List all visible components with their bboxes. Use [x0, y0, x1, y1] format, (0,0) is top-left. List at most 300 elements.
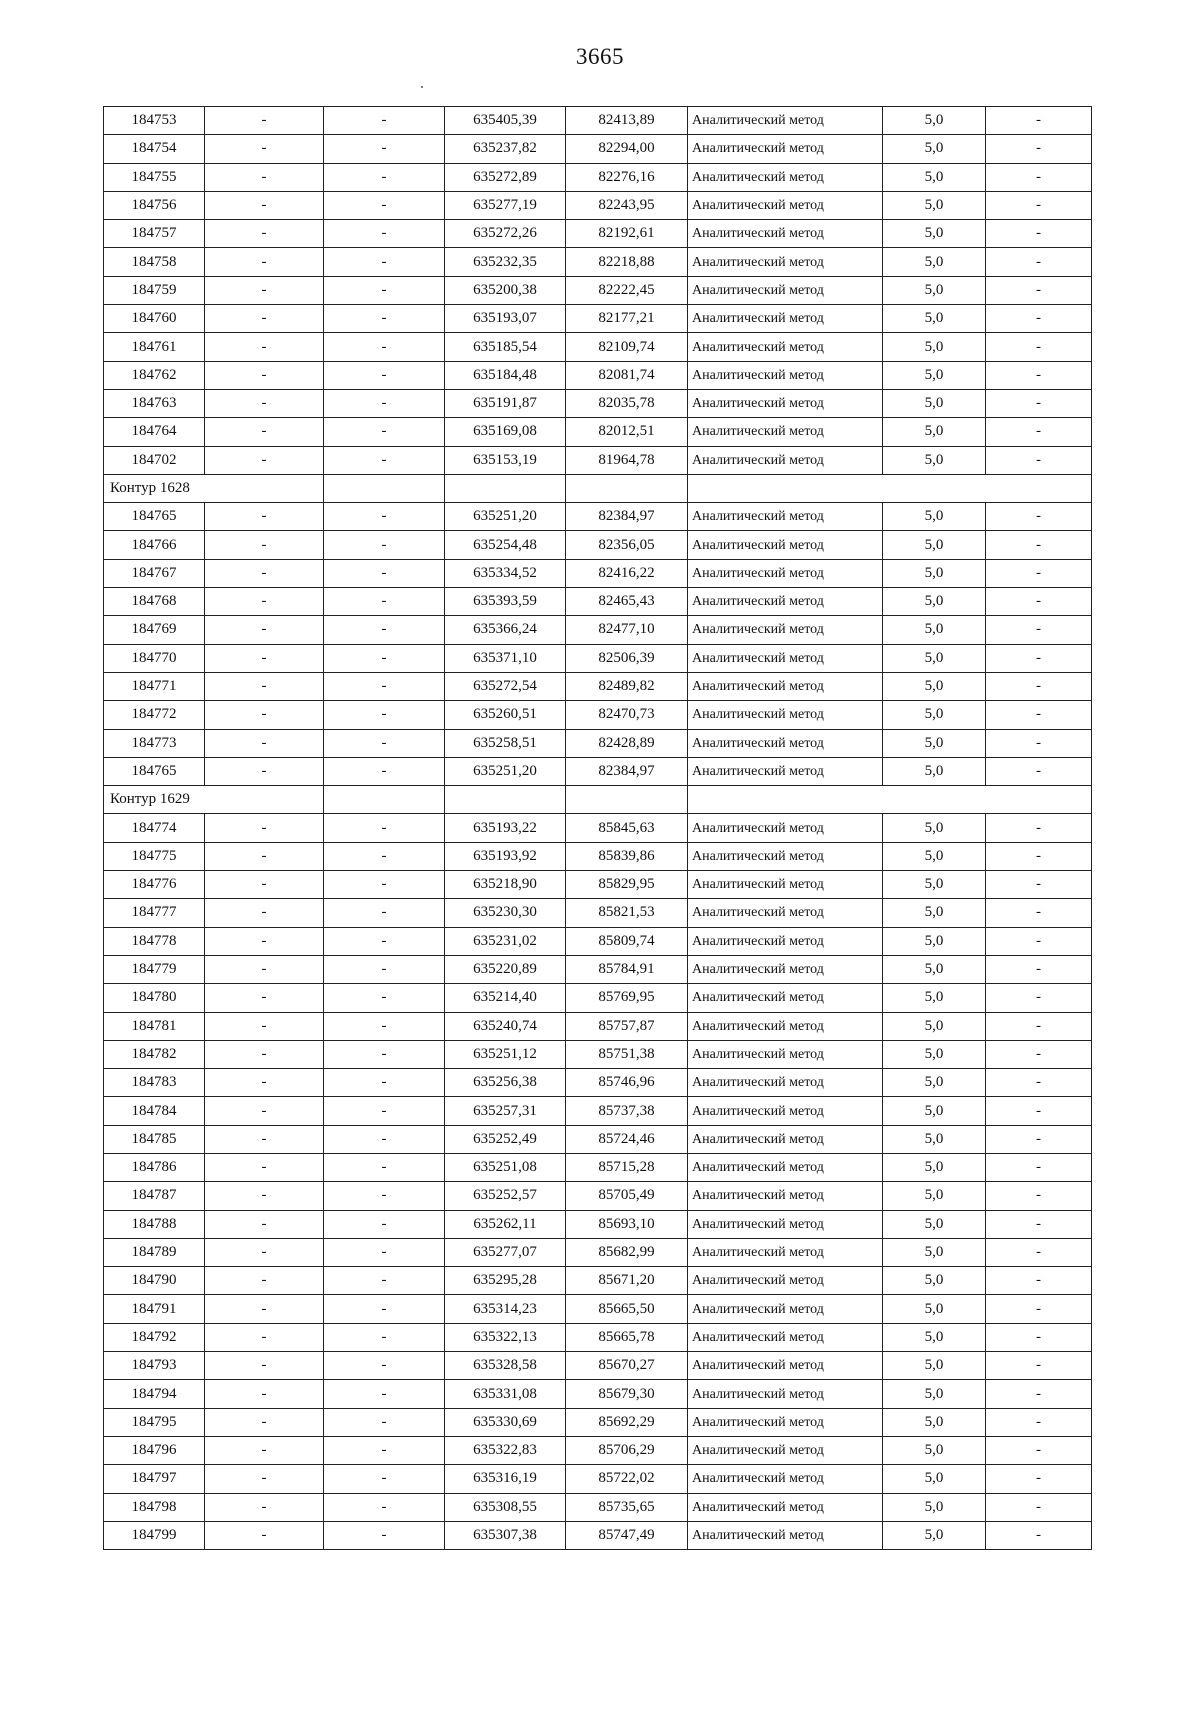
empty-dash-cell: - [324, 1436, 445, 1464]
x-coordinate-cell: 635251,20 [445, 757, 566, 785]
y-coordinate-cell: 85705,49 [566, 1182, 688, 1210]
y-coordinate-cell: 85809,74 [566, 927, 688, 955]
x-coordinate-cell: 635218,90 [445, 871, 566, 899]
method-cell: Аналитический метод [688, 1125, 883, 1153]
empty-dash-cell: - [205, 616, 324, 644]
method-cell: Аналитический метод [688, 503, 883, 531]
precision-cell: 5,0 [883, 927, 986, 955]
table-row [104, 871, 1092, 899]
empty-dash-cell: - [986, 1153, 1092, 1181]
empty-dash-cell: - [205, 899, 324, 927]
empty-dash-cell: - [205, 1267, 324, 1295]
empty-dash-cell: - [205, 1380, 324, 1408]
method-cell: Аналитический метод [688, 1182, 883, 1210]
x-coordinate-cell: 635277,19 [445, 191, 566, 219]
x-coordinate-cell: 635214,40 [445, 984, 566, 1012]
table-row [104, 220, 1092, 248]
y-coordinate-cell: 85722,02 [566, 1465, 688, 1493]
y-coordinate-cell: 82470,73 [566, 701, 688, 729]
empty-dash-cell: - [324, 1380, 445, 1408]
precision-cell: 5,0 [883, 135, 986, 163]
table-row [104, 135, 1092, 163]
precision-cell: 5,0 [883, 701, 986, 729]
table-row [104, 1465, 1092, 1493]
x-coordinate-cell: 635277,07 [445, 1238, 566, 1266]
y-coordinate-cell: 85715,28 [566, 1153, 688, 1181]
empty-dash-cell: - [324, 1012, 445, 1040]
empty-dash-cell: - [324, 1267, 445, 1295]
empty-dash-cell: - [324, 163, 445, 191]
method-cell: Аналитический метод [688, 899, 883, 927]
empty-dash-cell: - [986, 1521, 1092, 1549]
precision-cell: 5,0 [883, 1210, 986, 1238]
precision-cell: 5,0 [883, 955, 986, 983]
x-coordinate-cell: 635295,28 [445, 1267, 566, 1295]
x-coordinate-cell: 635316,19 [445, 1465, 566, 1493]
y-coordinate-cell: 85693,10 [566, 1210, 688, 1238]
empty-dash-cell: - [205, 418, 324, 446]
method-cell: Аналитический метод [688, 984, 883, 1012]
y-coordinate-cell: 85692,29 [566, 1408, 688, 1436]
precision-cell: 5,0 [883, 1521, 986, 1549]
y-coordinate-cell: 85682,99 [566, 1238, 688, 1266]
empty-dash-cell: - [986, 418, 1092, 446]
y-coordinate-cell: 82384,97 [566, 757, 688, 785]
precision-cell: 5,0 [883, 842, 986, 870]
precision-cell: 5,0 [883, 361, 986, 389]
method-cell: Аналитический метод [688, 276, 883, 304]
method-cell: Аналитический метод [688, 305, 883, 333]
y-coordinate-cell: 81964,78 [566, 446, 688, 474]
x-coordinate-cell: 635322,13 [445, 1323, 566, 1351]
precision-cell: 5,0 [883, 1408, 986, 1436]
empty-dash-cell: - [205, 135, 324, 163]
table-row [104, 1040, 1092, 1068]
table-row [104, 305, 1092, 333]
empty-dash-cell: - [205, 1521, 324, 1549]
x-coordinate-cell: 635334,52 [445, 559, 566, 587]
table-row [104, 984, 1092, 1012]
empty-dash-cell: - [324, 842, 445, 870]
empty-dash-cell: - [986, 644, 1092, 672]
x-coordinate-cell: 635272,89 [445, 163, 566, 191]
coordinates-table-body [104, 107, 1092, 1550]
method-cell: Аналитический метод [688, 1295, 883, 1323]
y-coordinate-cell: 82416,22 [566, 559, 688, 587]
empty-cell [445, 786, 566, 814]
empty-dash-cell: - [205, 503, 324, 531]
empty-dash-cell: - [986, 1040, 1092, 1068]
x-coordinate-cell: 635314,23 [445, 1295, 566, 1323]
empty-dash-cell: - [986, 1436, 1092, 1464]
x-coordinate-cell: 635193,22 [445, 814, 566, 842]
precision-cell: 5,0 [883, 814, 986, 842]
empty-dash-cell: - [324, 984, 445, 1012]
x-coordinate-cell: 635260,51 [445, 701, 566, 729]
empty-cell [566, 474, 688, 502]
empty-dash-cell: - [986, 389, 1092, 417]
y-coordinate-cell: 82465,43 [566, 588, 688, 616]
method-cell: Аналитический метод [688, 842, 883, 870]
table-row [104, 389, 1092, 417]
empty-dash-cell: - [986, 729, 1092, 757]
method-cell: Аналитический метод [688, 446, 883, 474]
method-cell: Аналитический метод [688, 1323, 883, 1351]
empty-dash-cell: - [324, 389, 445, 417]
x-coordinate-cell: 635307,38 [445, 1521, 566, 1549]
x-coordinate-cell: 635252,49 [445, 1125, 566, 1153]
point-id-cell: 184786 [104, 1153, 205, 1181]
empty-dash-cell: - [324, 107, 445, 135]
method-cell: Аналитический метод [688, 361, 883, 389]
empty-dash-cell: - [324, 1323, 445, 1351]
y-coordinate-cell: 82218,88 [566, 248, 688, 276]
contour-label: Контур 1628 [104, 474, 324, 502]
point-id-cell: 184778 [104, 927, 205, 955]
table-row [104, 1267, 1092, 1295]
empty-dash-cell: - [986, 191, 1092, 219]
precision-cell: 5,0 [883, 644, 986, 672]
precision-cell: 5,0 [883, 446, 986, 474]
empty-dash-cell: - [205, 955, 324, 983]
table-row [104, 276, 1092, 304]
y-coordinate-cell: 85829,95 [566, 871, 688, 899]
method-cell: Аналитический метод [688, 1210, 883, 1238]
method-cell: Аналитический метод [688, 163, 883, 191]
empty-dash-cell: - [986, 1097, 1092, 1125]
y-coordinate-cell: 85769,95 [566, 984, 688, 1012]
x-coordinate-cell: 635237,82 [445, 135, 566, 163]
precision-cell: 5,0 [883, 1097, 986, 1125]
y-coordinate-cell: 82428,89 [566, 729, 688, 757]
empty-dash-cell: - [986, 531, 1092, 559]
point-id-cell: 184799 [104, 1521, 205, 1549]
precision-cell: 5,0 [883, 418, 986, 446]
precision-cell: 5,0 [883, 531, 986, 559]
x-coordinate-cell: 635185,54 [445, 333, 566, 361]
empty-dash-cell: - [986, 361, 1092, 389]
empty-dash-cell: - [986, 842, 1092, 870]
x-coordinate-cell: 635257,31 [445, 1097, 566, 1125]
x-coordinate-cell: 635153,19 [445, 446, 566, 474]
empty-dash-cell: - [205, 1097, 324, 1125]
empty-dash-cell: - [986, 1210, 1092, 1238]
empty-dash-cell: - [324, 1465, 445, 1493]
point-id-cell: 184790 [104, 1267, 205, 1295]
empty-dash-cell: - [986, 984, 1092, 1012]
empty-dash-cell: - [324, 191, 445, 219]
table-row [104, 899, 1092, 927]
table-row [104, 1210, 1092, 1238]
method-cell: Аналитический метод [688, 531, 883, 559]
precision-cell: 5,0 [883, 1295, 986, 1323]
y-coordinate-cell: 85670,27 [566, 1352, 688, 1380]
point-id-cell: 184763 [104, 389, 205, 417]
precision-cell: 5,0 [883, 1182, 986, 1210]
method-cell: Аналитический метод [688, 1238, 883, 1266]
point-id-cell: 184765 [104, 503, 205, 531]
y-coordinate-cell: 85839,86 [566, 842, 688, 870]
precision-cell: 5,0 [883, 1465, 986, 1493]
table-row [104, 729, 1092, 757]
table-row [104, 1493, 1092, 1521]
method-cell: Аналитический метод [688, 1380, 883, 1408]
point-id-cell: 184759 [104, 276, 205, 304]
empty-dash-cell: - [324, 1069, 445, 1097]
empty-dash-cell: - [205, 305, 324, 333]
empty-cell [566, 786, 688, 814]
empty-dash-cell: - [324, 955, 445, 983]
empty-dash-cell: - [205, 644, 324, 672]
point-id-cell: 184794 [104, 1380, 205, 1408]
precision-cell: 5,0 [883, 389, 986, 417]
table-row [104, 1182, 1092, 1210]
empty-dash-cell: - [986, 248, 1092, 276]
point-id-cell: 184757 [104, 220, 205, 248]
empty-dash-cell: - [324, 276, 445, 304]
y-coordinate-cell: 82222,45 [566, 276, 688, 304]
empty-dash-cell: - [986, 1465, 1092, 1493]
method-cell: Аналитический метод [688, 107, 883, 135]
precision-cell: 5,0 [883, 899, 986, 927]
empty-dash-cell: - [205, 927, 324, 955]
empty-dash-cell: - [205, 1069, 324, 1097]
point-id-cell: 184789 [104, 1238, 205, 1266]
precision-cell: 5,0 [883, 1436, 986, 1464]
empty-dash-cell: - [324, 333, 445, 361]
empty-dash-cell: - [986, 220, 1092, 248]
point-id-cell: 184791 [104, 1295, 205, 1323]
precision-cell: 5,0 [883, 107, 986, 135]
x-coordinate-cell: 635258,51 [445, 729, 566, 757]
empty-dash-cell: - [324, 644, 445, 672]
empty-dash-cell: - [986, 1238, 1092, 1266]
x-coordinate-cell: 635251,08 [445, 1153, 566, 1181]
point-id-cell: 184764 [104, 418, 205, 446]
empty-dash-cell: - [324, 616, 445, 644]
table-row [104, 1408, 1092, 1436]
empty-dash-cell: - [205, 1493, 324, 1521]
x-coordinate-cell: 635240,74 [445, 1012, 566, 1040]
empty-dash-cell: - [986, 757, 1092, 785]
precision-cell: 5,0 [883, 1040, 986, 1068]
precision-cell: 5,0 [883, 588, 986, 616]
empty-dash-cell: - [986, 333, 1092, 361]
table-row [104, 361, 1092, 389]
empty-dash-cell: - [986, 672, 1092, 700]
empty-dash-cell: - [324, 1521, 445, 1549]
precision-cell: 5,0 [883, 1323, 986, 1351]
x-coordinate-cell: 635251,20 [445, 503, 566, 531]
method-cell: Аналитический метод [688, 1267, 883, 1295]
empty-dash-cell: - [205, 757, 324, 785]
method-cell: Аналитический метод [688, 672, 883, 700]
precision-cell: 5,0 [883, 191, 986, 219]
empty-dash-cell: - [205, 1153, 324, 1181]
y-coordinate-cell: 82243,95 [566, 191, 688, 219]
empty-dash-cell: - [324, 757, 445, 785]
empty-dash-cell: - [986, 955, 1092, 983]
method-cell: Аналитический метод [688, 1465, 883, 1493]
method-cell: Аналитический метод [688, 1436, 883, 1464]
empty-dash-cell: - [205, 1040, 324, 1068]
x-coordinate-cell: 635322,83 [445, 1436, 566, 1464]
empty-dash-cell: - [986, 446, 1092, 474]
y-coordinate-cell: 85735,65 [566, 1493, 688, 1521]
empty-dash-cell: - [205, 333, 324, 361]
empty-dash-cell: - [205, 276, 324, 304]
precision-cell: 5,0 [883, 305, 986, 333]
empty-dash-cell: - [205, 559, 324, 587]
table-row [104, 814, 1092, 842]
precision-cell: 5,0 [883, 871, 986, 899]
point-id-cell: 184792 [104, 1323, 205, 1351]
x-coordinate-cell: 635366,24 [445, 616, 566, 644]
point-id-cell: 184702 [104, 446, 205, 474]
empty-dash-cell: - [324, 814, 445, 842]
contour-label: Контур 1629 [104, 786, 324, 814]
method-cell: Аналитический метод [688, 220, 883, 248]
empty-dash-cell: - [205, 842, 324, 870]
method-cell: Аналитический метод [688, 418, 883, 446]
empty-dash-cell: - [986, 503, 1092, 531]
method-cell: Аналитический метод [688, 1493, 883, 1521]
table-row [104, 588, 1092, 616]
method-cell: Аналитический метод [688, 644, 883, 672]
x-coordinate-cell: 635272,26 [445, 220, 566, 248]
empty-dash-cell: - [986, 701, 1092, 729]
empty-dash-cell: - [324, 672, 445, 700]
empty-dash-cell: - [205, 729, 324, 757]
table-row [104, 1436, 1092, 1464]
x-coordinate-cell: 635256,38 [445, 1069, 566, 1097]
point-id-cell: 184775 [104, 842, 205, 870]
empty-dash-cell: - [986, 1012, 1092, 1040]
empty-dash-cell: - [324, 361, 445, 389]
point-id-cell: 184770 [104, 644, 205, 672]
empty-dash-cell: - [324, 305, 445, 333]
empty-dash-cell: - [986, 305, 1092, 333]
empty-dash-cell: - [986, 135, 1092, 163]
y-coordinate-cell: 82356,05 [566, 531, 688, 559]
method-cell: Аналитический метод [688, 927, 883, 955]
point-id-cell: 184793 [104, 1352, 205, 1380]
contour-header-row [104, 474, 1092, 502]
point-id-cell: 184765 [104, 757, 205, 785]
method-cell: Аналитический метод [688, 248, 883, 276]
x-coordinate-cell: 635251,12 [445, 1040, 566, 1068]
x-coordinate-cell: 635405,39 [445, 107, 566, 135]
precision-cell: 5,0 [883, 672, 986, 700]
table-row [104, 1238, 1092, 1266]
empty-dash-cell: - [324, 701, 445, 729]
table-row [104, 559, 1092, 587]
table-row [104, 842, 1092, 870]
empty-dash-cell: - [324, 588, 445, 616]
point-id-cell: 184760 [104, 305, 205, 333]
x-coordinate-cell: 635272,54 [445, 672, 566, 700]
table-row [104, 1352, 1092, 1380]
point-id-cell: 184767 [104, 559, 205, 587]
table-row [104, 333, 1092, 361]
x-coordinate-cell: 635193,92 [445, 842, 566, 870]
empty-dash-cell: - [205, 389, 324, 417]
x-coordinate-cell: 635262,11 [445, 1210, 566, 1238]
point-id-cell: 184798 [104, 1493, 205, 1521]
point-id-cell: 184769 [104, 616, 205, 644]
empty-dash-cell: - [205, 1238, 324, 1266]
table-row [104, 107, 1092, 135]
point-id-cell: 184762 [104, 361, 205, 389]
empty-dash-cell: - [324, 927, 445, 955]
scan-speck [421, 86, 423, 88]
y-coordinate-cell: 85737,38 [566, 1097, 688, 1125]
precision-cell: 5,0 [883, 1493, 986, 1521]
table-row [104, 1295, 1092, 1323]
empty-dash-cell: - [986, 814, 1092, 842]
y-coordinate-cell: 82413,89 [566, 107, 688, 135]
empty-dash-cell: - [324, 1295, 445, 1323]
point-id-cell: 184755 [104, 163, 205, 191]
x-coordinate-cell: 635232,35 [445, 248, 566, 276]
method-cell: Аналитический метод [688, 1040, 883, 1068]
y-coordinate-cell: 85757,87 [566, 1012, 688, 1040]
x-coordinate-cell: 635231,02 [445, 927, 566, 955]
method-cell: Аналитический метод [688, 191, 883, 219]
empty-dash-cell: - [986, 163, 1092, 191]
empty-dash-cell: - [324, 1182, 445, 1210]
empty-dash-cell: - [324, 418, 445, 446]
method-cell: Аналитический метод [688, 1012, 883, 1040]
empty-dash-cell: - [324, 871, 445, 899]
precision-cell: 5,0 [883, 333, 986, 361]
empty-dash-cell: - [324, 220, 445, 248]
x-coordinate-cell: 635220,89 [445, 955, 566, 983]
empty-dash-cell: - [205, 531, 324, 559]
x-coordinate-cell: 635331,08 [445, 1380, 566, 1408]
coordinates-table [103, 106, 1092, 1550]
empty-dash-cell: - [986, 1069, 1092, 1097]
point-id-cell: 184776 [104, 871, 205, 899]
table-row [104, 1097, 1092, 1125]
empty-dash-cell: - [324, 1040, 445, 1068]
y-coordinate-cell: 82035,78 [566, 389, 688, 417]
table-row [104, 248, 1092, 276]
empty-dash-cell: - [986, 1295, 1092, 1323]
method-cell: Аналитический метод [688, 1408, 883, 1436]
point-id-cell: 184761 [104, 333, 205, 361]
empty-dash-cell: - [205, 1182, 324, 1210]
point-id-cell: 184784 [104, 1097, 205, 1125]
x-coordinate-cell: 635328,58 [445, 1352, 566, 1380]
x-coordinate-cell: 635330,69 [445, 1408, 566, 1436]
empty-dash-cell: - [986, 1182, 1092, 1210]
empty-dash-cell: - [986, 559, 1092, 587]
empty-dash-cell: - [205, 1408, 324, 1436]
y-coordinate-cell: 82192,61 [566, 220, 688, 248]
precision-cell: 5,0 [883, 1125, 986, 1153]
empty-dash-cell: - [205, 1352, 324, 1380]
method-cell: Аналитический метод [688, 701, 883, 729]
table-row [104, 1153, 1092, 1181]
y-coordinate-cell: 85747,49 [566, 1521, 688, 1549]
empty-dash-cell: - [986, 1323, 1092, 1351]
empty-dash-cell: - [205, 1295, 324, 1323]
y-coordinate-cell: 82506,39 [566, 644, 688, 672]
x-coordinate-cell: 635230,30 [445, 899, 566, 927]
table-row [104, 503, 1092, 531]
empty-dash-cell: - [324, 1238, 445, 1266]
